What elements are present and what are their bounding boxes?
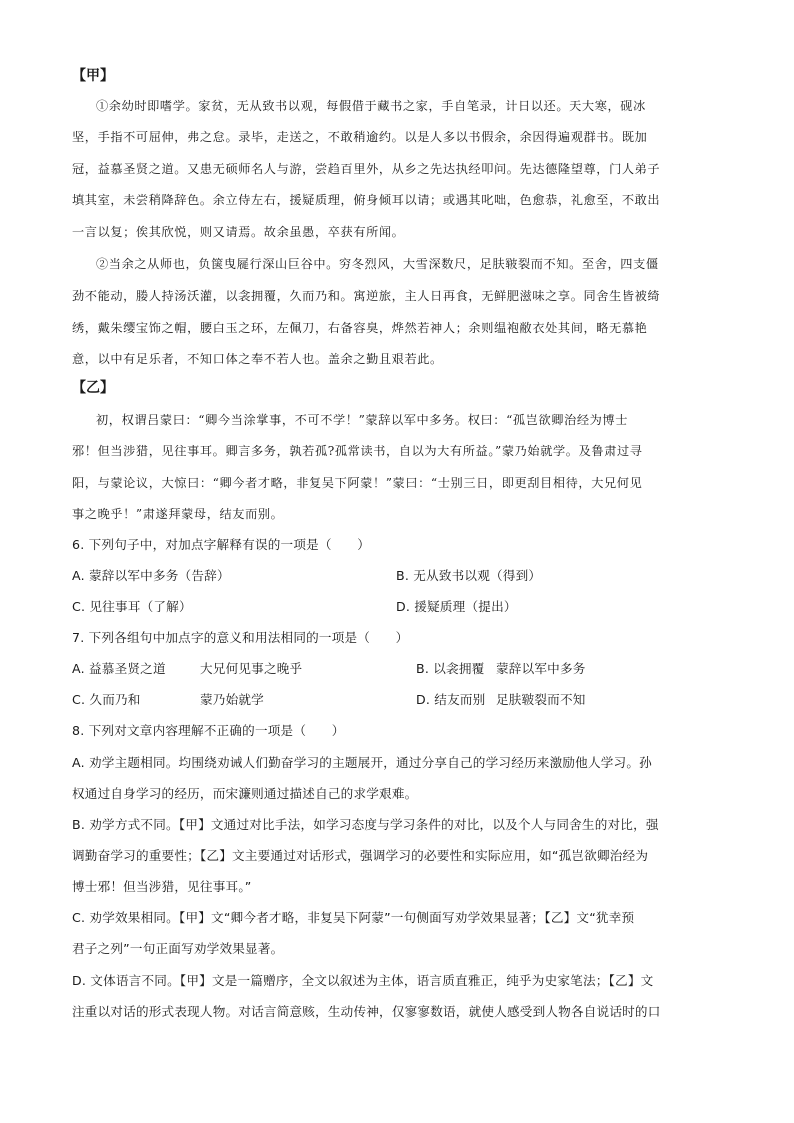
passage-yi-line: 初，权谓吕蒙曰：“卿今当涂掌事，不可不学！”蒙辞以军中多务。权曰：“孤岂欲卿治经为博士 [96, 413, 628, 427]
question-8-line: B. 劝学方式不同。【甲】文通过对比手法，如学习态度与学习条件的对比，以及个人与同舍生的对比，强 [72, 817, 659, 832]
question-8-line: A. 劝学主题相同。均围绕劝诫人们勤奋学习的主题展开，通过分享自己的学习经历来激励他人学习。孙 [72, 755, 652, 770]
passage-jia-line: 意，以中有足乐者，不知口体之奉不若人也。盖余之勤且艰若此。 [72, 352, 443, 366]
question-8-line: C. 劝学效果相同。【甲】文“卿今者才略，非复吴下阿蒙”一句侧面写劝学效果显著；【乙】文“犹幸预 [72, 910, 635, 925]
question-8-line: 权通过自身学习的经历，而宋濂则通过描述自己的求学艰难。 [72, 786, 418, 801]
passage-jia-line: 冠，益慕圣贤之道。又患无硕师名人与游，尝趋百里外，从乡之先达执经叩问。先达德隆望尊，门人弟子 [72, 162, 661, 176]
question-6-stem: 6. 下列句子中，对加点字解释有误的一项是（ ） [72, 537, 371, 552]
question-6-option-b: B. 无从致书以观（得到） [396, 568, 542, 583]
question-8-stem: 8. 下列对文章内容理解不正确的一项是（ ） [72, 723, 345, 738]
question-8-line: D. 文体语言不同。【甲】文是一篇赠序，全文以叙述为主体，语言质直雅正，纯乎为史家笔法；【乙】文 [72, 973, 654, 988]
passage-yi-line: 邪！但当涉猎，见往事耳。卿言多务，孰若孤?孤常读书，自以为大有所益。”蒙乃始就学。及鲁肃过寻 [72, 444, 643, 458]
question-8-line: 博士邪！但当涉猎，见往事耳。” [72, 879, 252, 894]
question-7-option-b-1: B. 以衾拥覆 [416, 661, 485, 676]
passage-yi-line: 事之晚乎！”肃遂拜蒙母，结友而别。 [72, 507, 284, 521]
passage-jia-line: 劲不能动，媵人持汤沃灌，以衾拥覆，久而乃和。寓逆旅，主人日再食，无鲜肥滋味之享。同舍生皆被绮 [72, 289, 661, 303]
question-7-option-d-1: D. 结友而别 [416, 692, 486, 707]
question-6-option-c: C. 见往事耳（了解） [72, 599, 192, 614]
passage-yi-line: 阳，与蒙论议，大惊曰：“卿今者才略，非复吴下阿蒙！”蒙曰：“士别三日，即更刮目相待，大兄何见 [72, 476, 643, 490]
question-7-option-a-1: A. 益慕圣贤之道 [72, 661, 166, 676]
question-7-option-b-2: 蒙辞以军中多务 [496, 661, 586, 676]
passage-jia-line: 填其室，未尝稍降辞色。余立侍左右，援疑质理，俯身倾耳以请；或遇其叱咄，色愈恭，礼愈至，不敢出 [72, 193, 661, 207]
passage-jia-line: ②当余之从师也，负箧曳屣行深山巨谷中。穷冬烈风，大雪深数尺，足肤皲裂而不知。至舍，四支僵 [96, 257, 659, 271]
passage-jia-line: 绣，戴朱缨宝饰之帽，腰白玉之环，左佩刀，右备容臭，烨然若神人；余则缊袍敝衣处其间，略无慕艳 [72, 321, 648, 335]
passage-yi-heading: 【乙】 [72, 380, 114, 396]
question-8-line: 君子之列”一句正面写劝学效果显著。 [72, 941, 284, 956]
question-8-line: 调勤奋学习的重要性；【乙】文主要通过对话形式，强调学习的必要性和实际应用，如“孤岂欲卿治经为 [72, 848, 649, 863]
question-7-option-d-2: 足肤皲裂而不知 [496, 692, 586, 707]
passage-jia-line: 一言以复；俟其欣悦，则又请焉。故余虽愚，卒获有所闻。 [72, 225, 405, 239]
passage-jia-heading: 【甲】 [72, 68, 114, 84]
question-7-stem: 7. 下列各组句中加点字的意义和用法相同的一项是（ ） [72, 630, 409, 645]
question-7-option-c-1: C. 久而乃和 [72, 692, 141, 707]
question-6-option-a: A. 蒙辞以军中多务（告辞） [72, 568, 230, 583]
passage-jia-line: ①余幼时即嗜学。家贫，无从致书以观，每假借于藏书之家，手自笔录，计日以还。天大寒，砚冰 [96, 99, 646, 113]
question-8-line: 注重以对话的形式表现人物。对话言简意赅，生动传神，仅寥寥数语，就使人感受到人物各自说话时的口 [72, 1004, 661, 1019]
question-6-option-d: D. 援疑质理（提出） [396, 599, 517, 614]
question-7-option-a-2: 大兄何见事之晚乎 [200, 661, 303, 676]
question-7-option-c-2: 蒙乃始就学 [200, 692, 264, 707]
passage-jia-line: 坚，手指不可屈伸，弗之怠。录毕，走送之，不敢稍逾约。以是人多以书假余，余因得遍观群书。既加 [72, 130, 648, 144]
